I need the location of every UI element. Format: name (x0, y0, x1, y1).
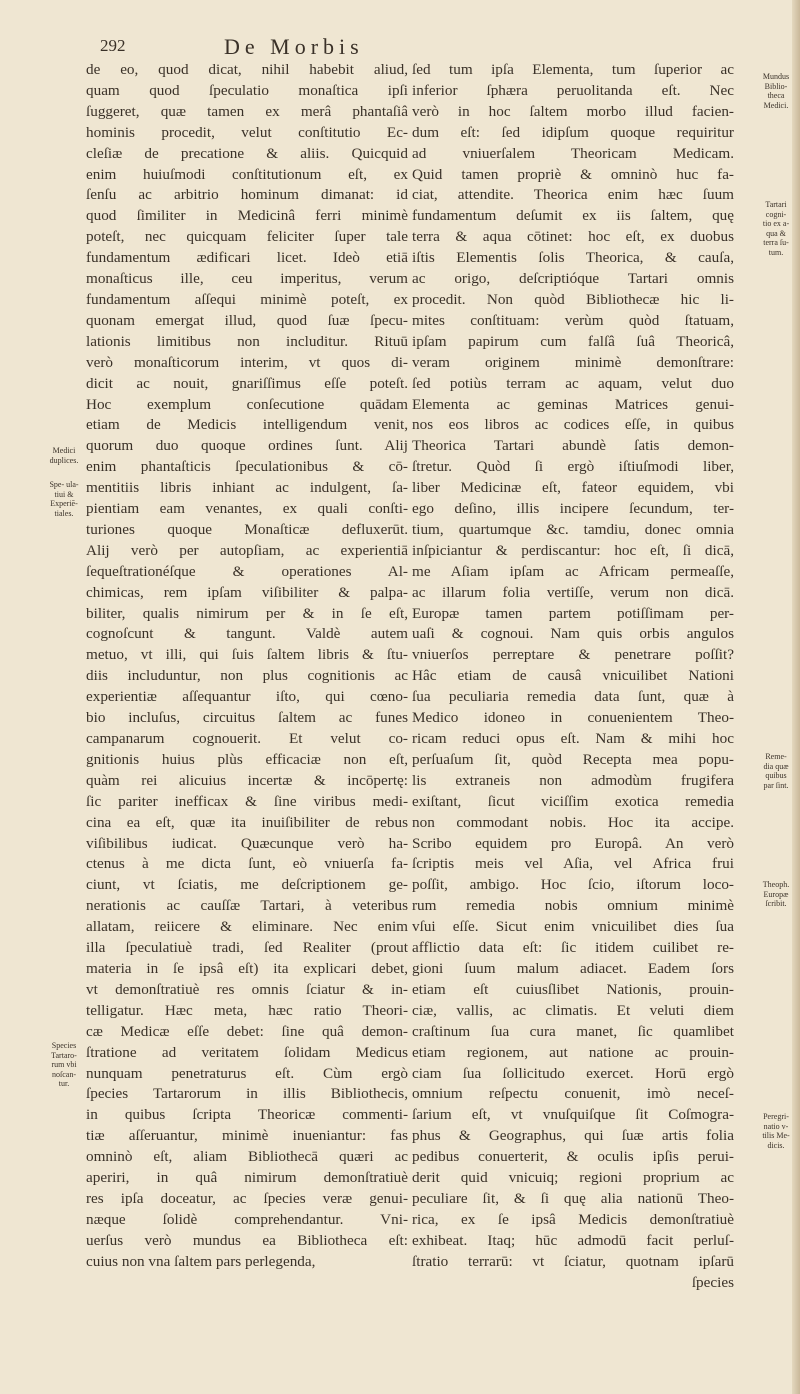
text-line: ſpecies Tartarorum in illis Bibliothecis, (86, 1085, 408, 1103)
margin-note-theoph-europae (756, 880, 796, 909)
text-line: chimicas, rem ipſam viſibiliter & palpa- (86, 583, 408, 601)
margin-note-species-tartari (44, 1041, 84, 1089)
margin-note-line: Biblio- (764, 81, 788, 91)
text-line: uaſi & cognoui. Nam quis orbis angulos (412, 625, 734, 643)
text-line: ſua peculiaria remedia data ſunt, quæ à (412, 688, 734, 706)
text-line: lationis limitibus non includitur. Rituū (86, 332, 408, 350)
text-line: etiam de Medicis intelligendum venit, (86, 416, 408, 434)
text-line: poſſit, ambigo. Hoc ſcio, iſtorum loco- (412, 876, 734, 894)
text-line: ſcriptis meis vel Aſia, vel Africa frui (412, 855, 734, 873)
text-line: de eo, quod dicat, nihil habebit aliud, (86, 61, 408, 78)
margin-note-line: par ſint. (763, 780, 789, 790)
text-line: ctenus à me dicta ſunt, eò vniuerſa fa- (86, 855, 408, 873)
text-line: biliter, qualis nimirum per & in ſe eſt, (86, 604, 408, 622)
margin-note-line: Medici. (763, 100, 789, 110)
text-line: quam quod ſpeculatio monaſtica ipſi (86, 81, 408, 99)
text-line: quàm rei alicuius incertæ & incōpertę: (86, 771, 408, 789)
text-line: nunquam penetraturus eſt. Cùm ergò (86, 1064, 408, 1082)
text-line: afflictio data eſt: ſic itidem cuilibet re- (412, 939, 734, 957)
page-number: 292 (100, 36, 126, 55)
text-line: experientiæ aſſequantur iſto, qui cœno- (86, 688, 408, 706)
text-line: liber Medicinæ eſt, fateor equidem, vbi (412, 479, 734, 497)
text-line: tiæ aſſeruantur, minimè inueniantur: fas (86, 1127, 408, 1145)
margin-note-line: tur. (58, 1079, 70, 1088)
text-line: dicit ac nouit, gnariſſimus eſſe poteſt. (86, 374, 408, 392)
text-line: ſtretur. Quòd ſi ergò iſtiuſmodi liber, (412, 458, 734, 476)
text-line: mites conſtituam: verùm quòd ſtatuam, (412, 311, 734, 329)
text-line: vt demonſtratiuè res omnis ſciatur & in- (86, 980, 408, 998)
margin-note-remedia (756, 752, 796, 790)
text-line: monaſticus ille, ceu imperitus, verum (86, 270, 408, 288)
margin-note-line: quibus (765, 771, 787, 780)
text-line: næque ſolidè comprehendantur. Vni- (86, 1210, 408, 1228)
text-line: ſuggeret, quæ tamen ex merâ phantaſiâ (86, 102, 408, 120)
text-line: dum eſt: ſed idipſum quoque requiritur (412, 123, 734, 141)
text-line: ſarium eſt, vt vnuſquiſque ſit Coſmogra- (412, 1106, 734, 1124)
text-line: ac illarum folia vertiſſe, verum non dicā. (412, 583, 734, 601)
text-line: ſed potiùs terram ac aquam, velut duo (412, 374, 734, 392)
margin-note-tartari-cognitio (756, 200, 796, 257)
text-line: ricam reduci opus eſt. Nam & mihi hoc (412, 730, 734, 747)
margin-note-line: Mundus (762, 72, 790, 81)
text-line: fundamentum ædificari licet. Ideò etiā (86, 249, 408, 267)
text-line: ſic pariter inefficax & ſine viribus medi- (86, 792, 408, 810)
margin-note-line: cogni- (765, 209, 787, 219)
text-line: turiones quoque Monaſticæ defluxerūt. (86, 520, 408, 538)
running-title: De Morbis (224, 34, 364, 59)
margin-note-line: Medici (52, 446, 76, 455)
text-line: materia in ſe ipsâ eſt) ita explicari debet, (86, 959, 408, 977)
text-line: aperiri, in quâ nimirum demonſtratiuè (86, 1169, 408, 1187)
margin-note-line: tum. (768, 247, 784, 257)
text-line: allatam, reiicere & eliminare. Nec enim (86, 918, 408, 936)
text-line: lis extraneis non admodùm frugifera (412, 771, 734, 789)
margin-note-line: qua & (766, 228, 786, 238)
margin-note-line: natio v- (763, 1121, 789, 1131)
text-line: cuius non vna ſaltem pars perlegenda, (86, 1252, 316, 1270)
text-line: inſpiciantur & perdiscantur: hoc eſt, ſi dicā, (412, 541, 734, 559)
text-line: terra & aqua cōtinet: hoc eſt, ex duobus (412, 228, 734, 246)
text-line: Europæ tamen partem potiſſimam per- (412, 604, 734, 622)
text-line: derit quid vnicuiq; regioni proprium ac (412, 1169, 734, 1187)
margin-note-line: dia quæ (763, 761, 789, 771)
text-line: craſtinum ſua cura manet, ſic quamlibet (412, 1022, 734, 1040)
margin-note-line: Experiē- (50, 499, 78, 508)
text-line: ſtratio terrarū: vt ſciatur, quotnam ipſarū (412, 1252, 734, 1270)
margin-note-peregrinatio (756, 1112, 796, 1150)
text-line: ac origo, deſcriptióque Tartari omnis (412, 270, 734, 288)
text-line: Theorica Tartari abundè ſatis demon- (412, 437, 734, 455)
text-line: uerſus verò mundus ea Bibliotheca eſt: (86, 1231, 408, 1249)
margin-note-line: terra ſu- (763, 238, 789, 247)
text-line: fundamentum aſſequi minimè poteſt, ex (86, 290, 408, 308)
catchword: ſpecies (691, 1273, 734, 1291)
margin-note-line: ſcribit. (765, 899, 787, 908)
text-line: fundamentum deſumit ex iis ſaltem, quę (412, 207, 734, 225)
text-line: ad vniuerſalem Theoricam Medicam. (412, 144, 734, 162)
text-line: tium, quartumque &c. tamdiu, donec omnia (412, 520, 734, 538)
text-line: in quibus ſcripta Theoricæ commenti- (86, 1106, 408, 1124)
text-line: ipſam papirum cum falſâ ſuâ Theoricâ, (412, 332, 734, 350)
text-line: poteſt, nec quicquam feliciter ſuper tale (86, 228, 408, 246)
text-line: exiſtant, ſicut viciſſim exotica remedia (412, 792, 734, 810)
text-line: etiam regionem, aut natione ac prouin- (412, 1043, 734, 1061)
text-line: inferior ſphæra peruolitanda eſt. Nec (412, 81, 734, 99)
margin-note-line: tilis Me- (762, 1131, 790, 1140)
text-line: cognoſcunt & tangunt. Valdè autem (86, 625, 408, 643)
text-line: enim huiuſmodi conſtitutionum eſt, ex (86, 165, 408, 183)
text-line: rica, ex ſe ipsâ Medicis demonſtratiuè (412, 1210, 734, 1228)
text-line: vniuerſos perreptare & penetrare poſſit? (412, 646, 734, 664)
text-line: etiam eſt cuiusſlibet Nationis, prouin- (412, 980, 734, 998)
text-line: telligatur. Hæc meta, hæc ratio Theori- (86, 1001, 408, 1019)
left-text-column (86, 60, 408, 1273)
text-line: cleſiæ de precatione & aliis. Quicquid (86, 144, 408, 162)
margin-note-line: noſcan- (52, 1069, 76, 1079)
text-line: nerationis ac cauſſæ Tartari, à veteribus (86, 897, 408, 915)
text-line: quonam emergat illud, quod ſuæ ſpecu- (86, 311, 408, 329)
text-line: iſtis Elementis ſolis Theorica, & cauſa, (412, 249, 734, 267)
margin-note-line: theca (767, 91, 785, 100)
text-line: bio incluſus, circuitus ſaltem ac funes (86, 709, 408, 727)
text-line: me Aſiam ipſam ac Africam permeaſſe, (412, 562, 734, 580)
text-line: mentitiis libris inhiant ac indulgent, ſa- (86, 479, 408, 497)
text-line: pientiam eam venantes, ex quali conſti- (86, 500, 408, 518)
text-line: cina ea eſt, quæ ita inuiſibiliter de rebus (86, 813, 408, 831)
margin-note-line: Reme- (765, 752, 787, 761)
text-line: metuo, vt illi, qui ſuis ſaltem libris & ſtu- (86, 646, 408, 664)
text-line: ciat, attendite. Theorica enim hæc ſuum (412, 186, 734, 204)
text-line: Medico idoneo in conuenientem Theo- (412, 709, 734, 727)
margin-note-line: Europæ (763, 889, 789, 899)
text-line: enim phantaſticis ſpeculationibus & cō- (86, 458, 408, 476)
text-line: ciunt, vt ſciatis, me deſcriptionem ge- (86, 876, 408, 894)
text-line: ciam ſua ſollicitudo exercet. Horū ergò (412, 1064, 734, 1082)
margin-note-line: Tartari (765, 200, 787, 209)
margin-note-line: Species (51, 1041, 77, 1050)
text-line: verò monaſticorum interim, vt quos di- (86, 353, 408, 371)
text-line: nos eos libros ac codices eſſe, in quibus (412, 416, 734, 434)
text-line: omnium reſpectu conuenit, imò neceſ- (412, 1085, 734, 1103)
text-line: pedibus conuerterit, & oculis ipſis perui- (412, 1148, 734, 1166)
text-line: ſtratione ad veritatem ſolidam Medicus (86, 1043, 408, 1061)
text-line: ciæ, vallis, ac climatis. Et veluti diem (412, 1001, 734, 1019)
text-line: Quid tamen propriè & omninò huc fa- (412, 165, 734, 183)
text-line: Hâc etiam de causâ vnicuilibet Nationi (412, 667, 734, 685)
text-line: omninò eſt, aliam Bibliothecā quæri ac (86, 1148, 408, 1166)
text-line: perſuaſum ſit, quòd Recepta mea popu- (412, 750, 734, 768)
text-line: procedit. Non quòd Bibliothecæ hic li- (412, 290, 734, 308)
margin-note-line: Tartaro- (51, 1050, 77, 1060)
text-line: verò in hoc ſaltem morbo illud facien- (412, 102, 734, 120)
margin-note-line: dicis. (767, 1140, 785, 1150)
margin-note-line: tiui & (54, 489, 74, 499)
text-line: Scribo equidem pro Europâ. An verò (412, 834, 734, 852)
margin-note-line: Spe- ula- (49, 480, 79, 489)
page-edge-shadow (792, 0, 800, 1394)
text-line: non commodant nobis. Hoc ita accipe. (412, 813, 734, 831)
text-line: campanarum cognouerit. Et velut co- (86, 730, 408, 747)
text-line: peculiare ſit, & ſi quę alia nationū Theo- (412, 1189, 734, 1207)
margin-note-line: Peregri- (763, 1112, 789, 1121)
margin-note-line: tio ex a- (762, 219, 790, 228)
text-line: ſed tum ipſa Elementa, tum ſuperior ac (412, 61, 734, 78)
text-line: quod ſimiliter in Medicinâ ferri minimè (86, 207, 408, 225)
margin-note-mundus-bibliotheca (756, 72, 796, 110)
margin-note-line: rum vbi (51, 1060, 77, 1069)
text-line: diis includuntur, non plus cognitionis ac (86, 667, 408, 685)
text-line: veram originem minimè demonſtrare: (412, 353, 734, 371)
right-text-column (412, 60, 734, 1293)
text-line: Elementa ac geminas Matrices genui- (412, 395, 734, 413)
text-line: ego deſino, illis incipere ſecundum, ter- (412, 500, 734, 518)
margin-note-line: tiales. (54, 508, 74, 518)
text-line: cæ Medicæ eſſe debet: ſine quâ demon- (86, 1022, 408, 1040)
text-line: Alij verò per autopſiam, ac experientiā (86, 541, 408, 559)
margin-note-speculatiui (44, 480, 84, 518)
text-line: illa ſpeculatiuè tradi, ſed Realiter (prout (86, 939, 408, 957)
text-line: Hoc exemplum conſecutione quādam (86, 395, 408, 413)
text-line: gioni ſuum malum adiacet. Eadem ſors (412, 959, 734, 977)
margin-note-line: duplices. (49, 455, 79, 465)
text-line: hominis procedit, velut conſtitutio Ec- (86, 123, 408, 141)
text-line: res ipſa doceatur, ac ſpecies veræ genui- (86, 1189, 408, 1207)
text-line: rum remedia nobis omnium minimè (412, 897, 734, 915)
text-line: ſenſu ac arbitrio hominum dimanat: id (86, 186, 408, 204)
text-line: vſui eſſe. Sicut enim vnicuilibet dies ſua (412, 918, 734, 936)
margin-note-line: Theoph. (762, 880, 790, 889)
text-line: ſequeſtrationéſque & operationes Al- (86, 562, 408, 580)
text-line: exhibeat. Itaq; hūc admodū facit perluſ- (412, 1231, 734, 1249)
text-line: phus & Geographus, qui ſuæ artis folia (412, 1127, 734, 1145)
margin-note-medici-duplices (44, 446, 84, 465)
text-line: gnitionis huius plùs efficaciæ non eſt, (86, 750, 408, 768)
text-line: viſibilibus iudicat. Quæcunque verò ha- (86, 834, 408, 852)
text-line: quorum duo quoque ordines ſunt. Alij (86, 437, 408, 455)
